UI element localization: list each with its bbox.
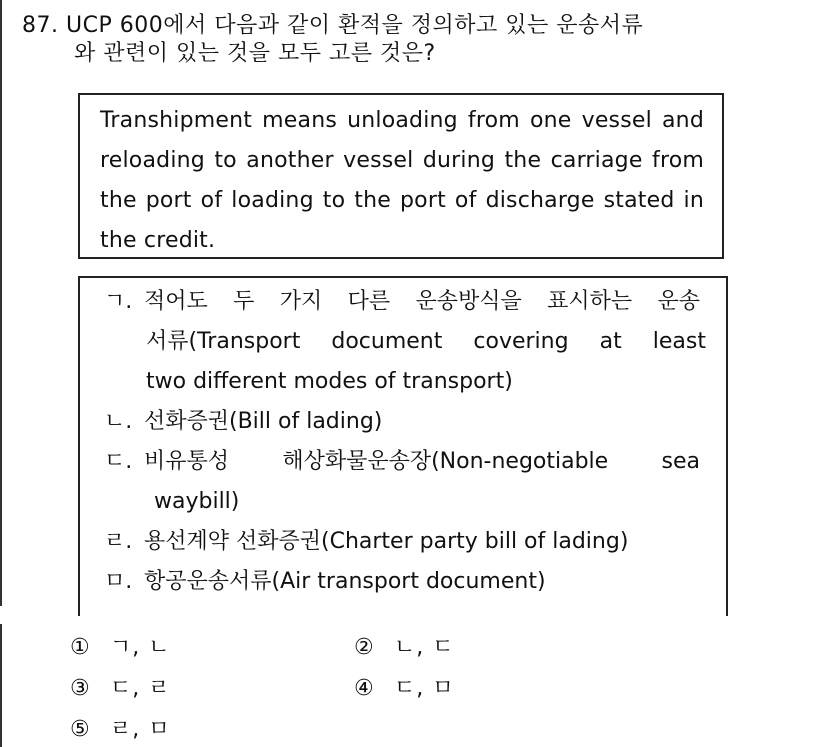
list-item-giyeok (104, 282, 704, 322)
item-mark: ㄱ. (104, 289, 133, 314)
list-item-nieun (104, 402, 704, 442)
choice-number: ② (354, 635, 375, 660)
choice-4[interactable] (354, 674, 455, 704)
item-text-continued: 서류(Transport document covering at least (146, 329, 706, 354)
item-text-continued: waybill) (154, 489, 240, 514)
item-text: 비유통성 해상화물운송장(Non-negotiable sea (144, 449, 700, 474)
choice-2[interactable] (354, 633, 455, 663)
choice-text: ㄷ, ㅁ (394, 676, 455, 701)
item-text: 적어도 두 가지 다른 운송방식을 표시하는 운송 (144, 289, 700, 314)
choice-number: ① (70, 635, 91, 660)
definition-text: Transhipment means unloading from one vessel and reloading to another vessel during the carriage from the port of loading to the port of discharge stated in the credit. (100, 108, 704, 253)
choice-text: ㄷ, ㄹ (110, 676, 171, 701)
item-text-continued: two different modes of transport) (146, 369, 513, 394)
list-item-mieum (104, 562, 704, 602)
left-margin-rule (0, 0, 2, 606)
choice-number: ⑤ (70, 717, 91, 742)
choice-number: ③ (70, 676, 91, 701)
question-stem (22, 12, 812, 68)
choice-text: ㄹ, ㅁ (110, 717, 171, 742)
question-line-1 (22, 12, 812, 40)
list-item-digeut (104, 442, 704, 482)
item-mark: ㄹ. (104, 529, 133, 554)
item-mark: ㄷ. (104, 449, 133, 474)
definition-box (78, 93, 724, 259)
item-mark: ㄴ. (104, 409, 133, 434)
choice-3[interactable] (70, 674, 171, 704)
item-mark: ㅁ. (104, 569, 133, 594)
options-box (78, 276, 728, 616)
choice-number: ④ (354, 676, 375, 701)
question-number: 87. (22, 13, 59, 38)
item-text: 선화증권(Bill of lading) (144, 409, 383, 434)
choice-1[interactable] (70, 633, 171, 663)
item-text: 항공운송서류(Air transport document) (144, 569, 546, 594)
choice-text: ㄱ, ㄴ (110, 635, 171, 660)
question-text-1: UCP 600에서 다음과 같이 환적을 정의하고 있는 운송서류 (66, 13, 644, 38)
choice-text: ㄴ, ㄷ (394, 635, 455, 660)
list-item-rieul (104, 522, 704, 562)
question-text-2: 와 관련이 있는 것을 모두 고른 것은? (74, 41, 436, 66)
item-text: 용선계약 선화증권(Charter party bill of lading) (144, 529, 629, 554)
left-margin-rule-lower (0, 624, 2, 747)
choice-5[interactable] (70, 715, 171, 745)
